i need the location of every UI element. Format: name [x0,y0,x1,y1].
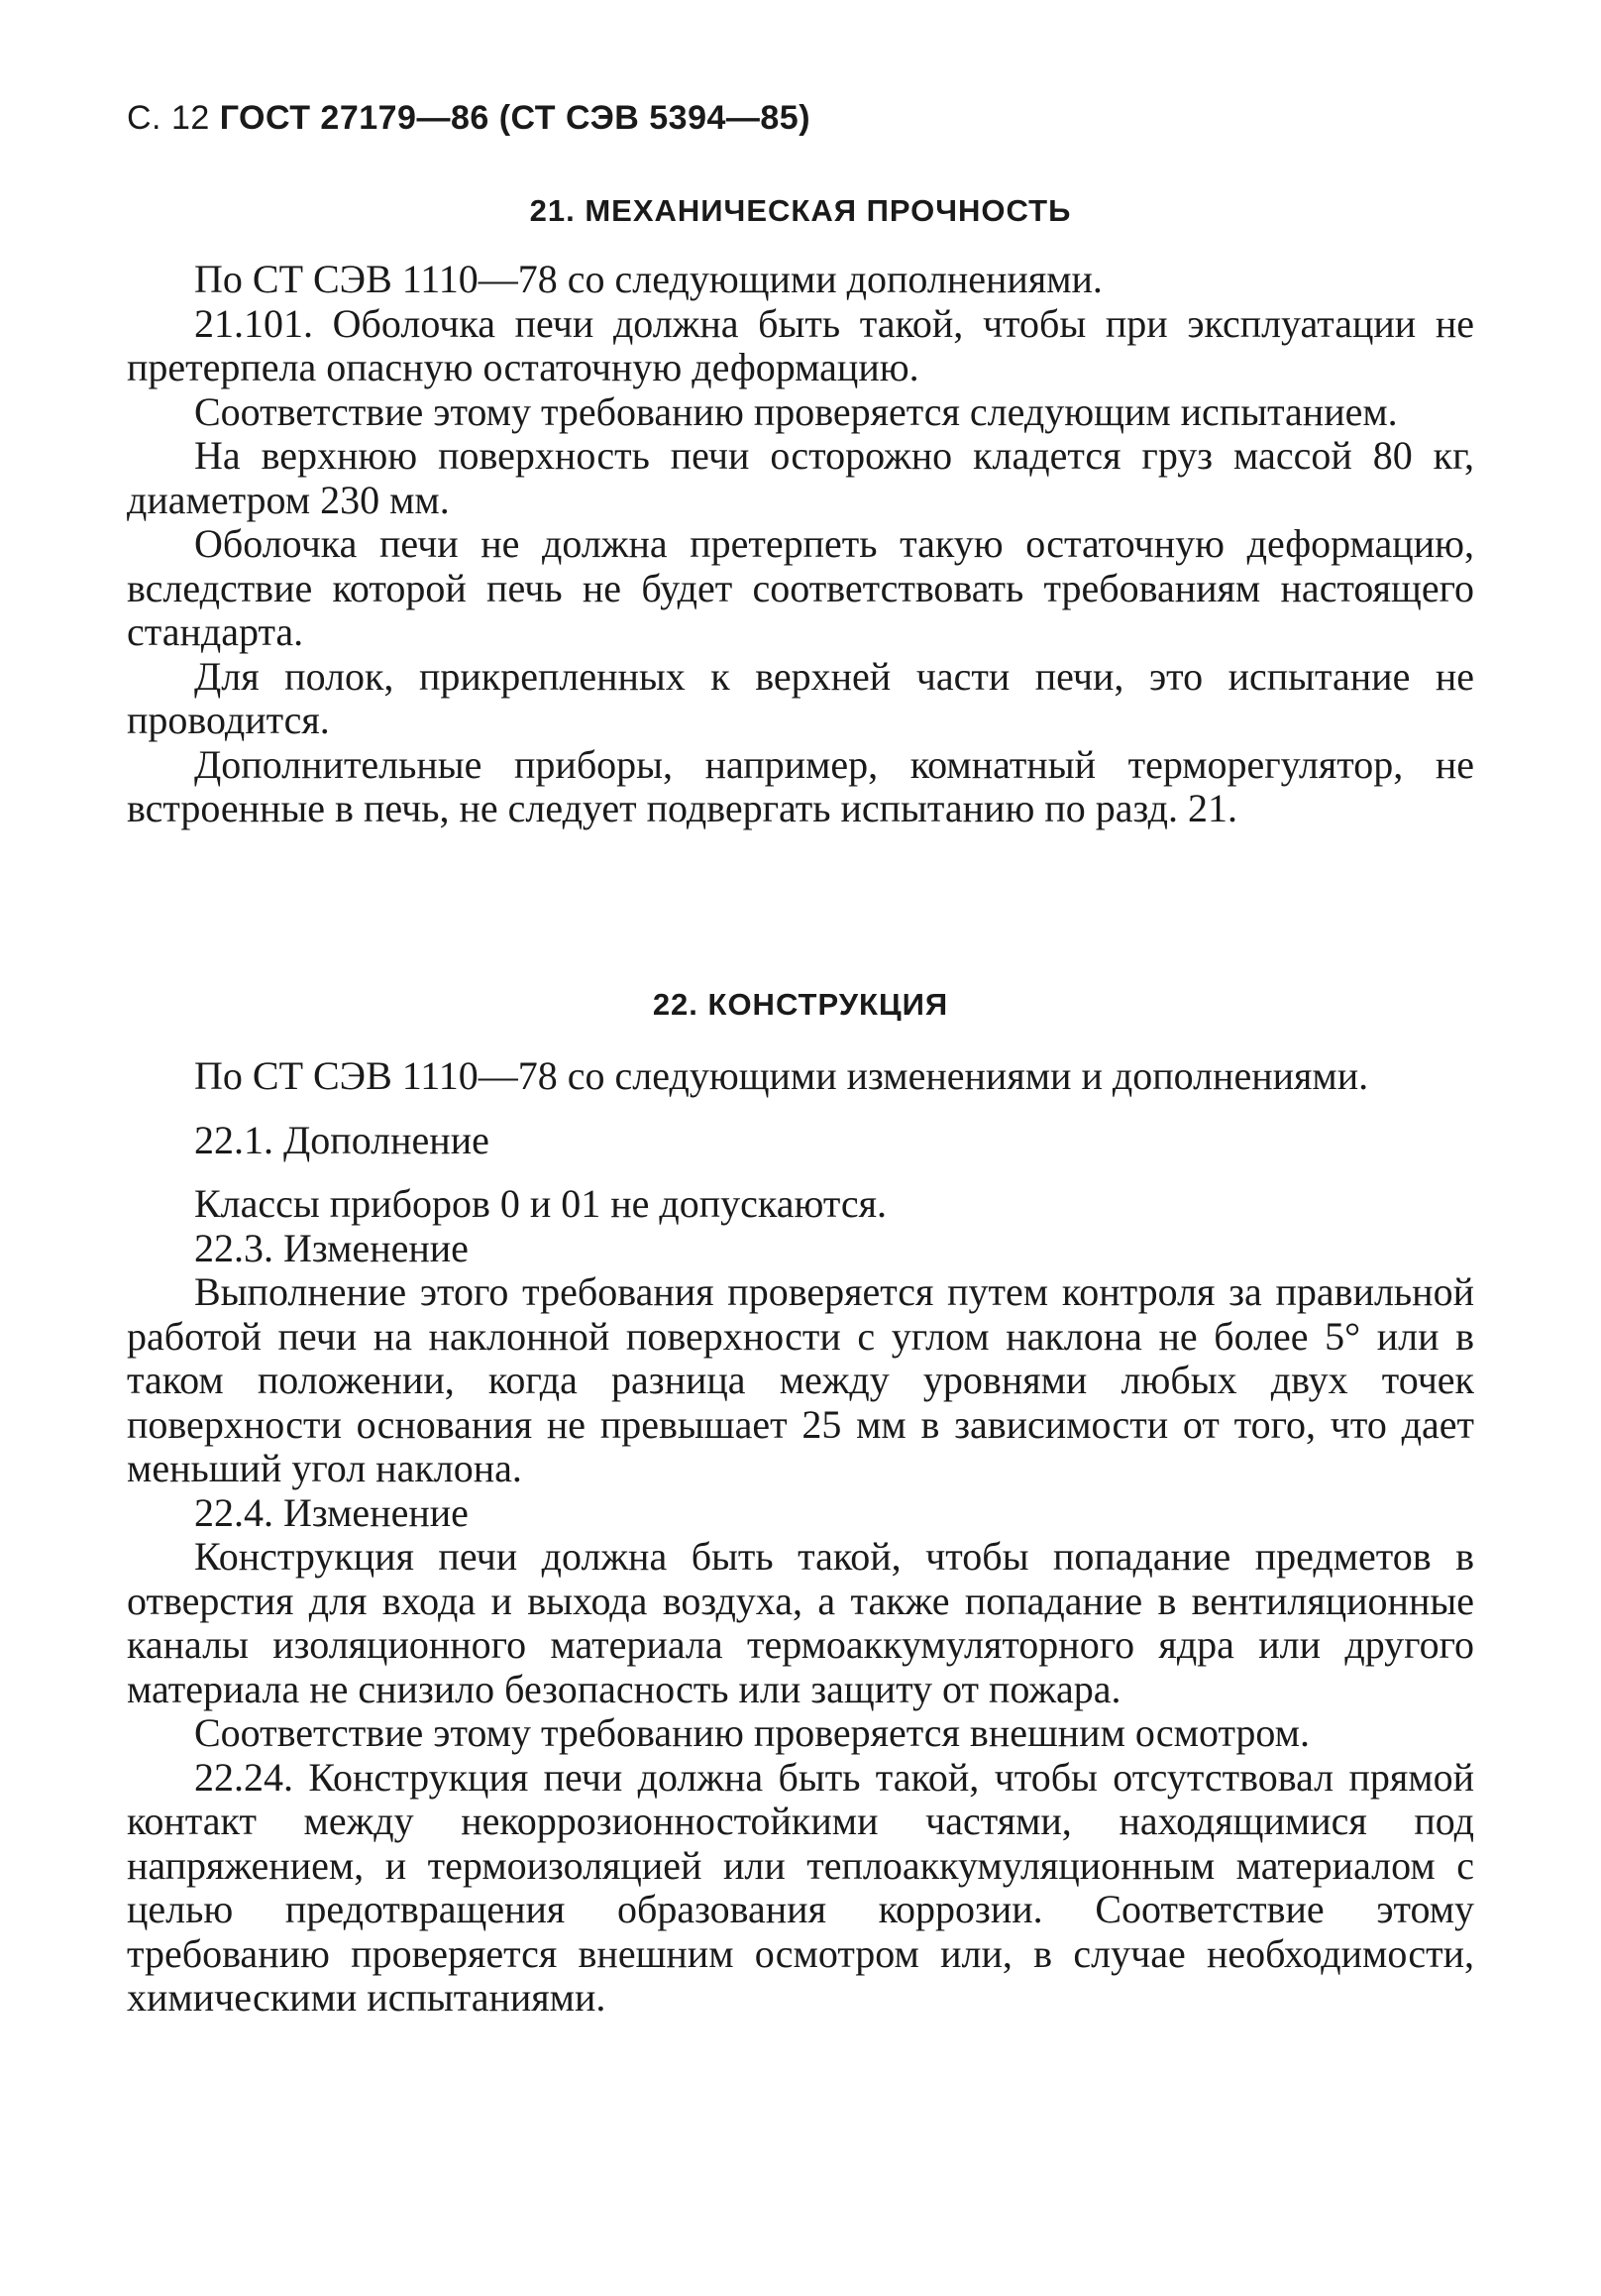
paragraph: Соответствие этому требованию проверяется следующим испытанием. [194,388,1398,434]
paragraph: Для полок, прикрепленных к верхней части печи, это испытание не проводится. [127,653,1474,742]
subsection-title: 22.3. Изменение [194,1225,469,1270]
paragraph: По СТ СЭВ 1110—78 со следующими изменениями и дополнениями. [194,1053,1369,1098]
paragraph: Выполнение этого требования проверяется путем контроля за правильной работой печи на наклонной поверхности с углом наклона не более 5° или в таком положении, когда разница между уровнями любых двух точек поверхности основания не превышает 25 мм в зависимости от того, что дает меньший угол наклона. [127,1269,1474,1490]
paragraph: Оболочка печи не должна претерпеть такую остаточную деформацию, вследствие которой печь не будет соответствовать требованиям настоящего стандарта. [127,521,1474,654]
paragraph: Дополнительные приборы, например, комнатный терморегулятор, не встроенные в печь, не следует подвергать испытанию по разд. 21. [127,741,1474,830]
standard-reference: ГОСТ 27179—86 (СТ СЭВ 5394—85) [219,99,811,137]
running-header [127,99,810,138]
section-21-heading: 21. МЕХАНИЧЕСКАЯ ПРОЧНОСТЬ [529,193,1072,228]
paragraph: Классы приборов 0 и 01 не допускаются. [194,1181,887,1226]
section-21-body [127,258,1474,831]
subsection-title: 22.4. Изменение [194,1489,469,1535]
section-22-heading: 22. КОНСТРУКЦИЯ [652,987,949,1022]
paragraph: Соответствие этому требованию проверяется внешним осмотром. [194,1710,1310,1755]
section-22-body [127,1054,1474,2021]
page-number: С. 12 [127,99,210,137]
paragraph: 21.101. Оболочка печи должна быть такой, чтобы при эксплуатации не претерпела опасную остаточную деформацию. [127,300,1474,389]
subsection-title: 22.1. Дополнение [194,1117,489,1162]
paragraph: Конструкция печи должна быть такой, чтобы попадание предметов в отверстия для входа и выхода воздуха, а также попадание в вентиляционные каналы изоляционного материала термоаккумуляторного ядра или другого материала не снизило безопасность или защиту от пожара. [127,1534,1474,1711]
paragraph: По СТ СЭВ 1110—78 со следующими дополнениями. [194,257,1103,301]
paragraph: На верхнюю поверхность печи осторожно кладется груз массой 80 кг, диаметром 230 мм. [127,433,1474,522]
paragraph: 22.24. Конструкция печи должна быть такой, чтобы отсутствовал прямой контакт между некоррозионностойкими частями, находящимися под напряжением, и термоизоляцией или теплоаккумуляционным материалом с целью предотвращения образования коррозии. Соответствие этому требованию проверяется внешним осмотром или, в случае необходимости, химическими испытаниями. [127,1754,1474,2020]
